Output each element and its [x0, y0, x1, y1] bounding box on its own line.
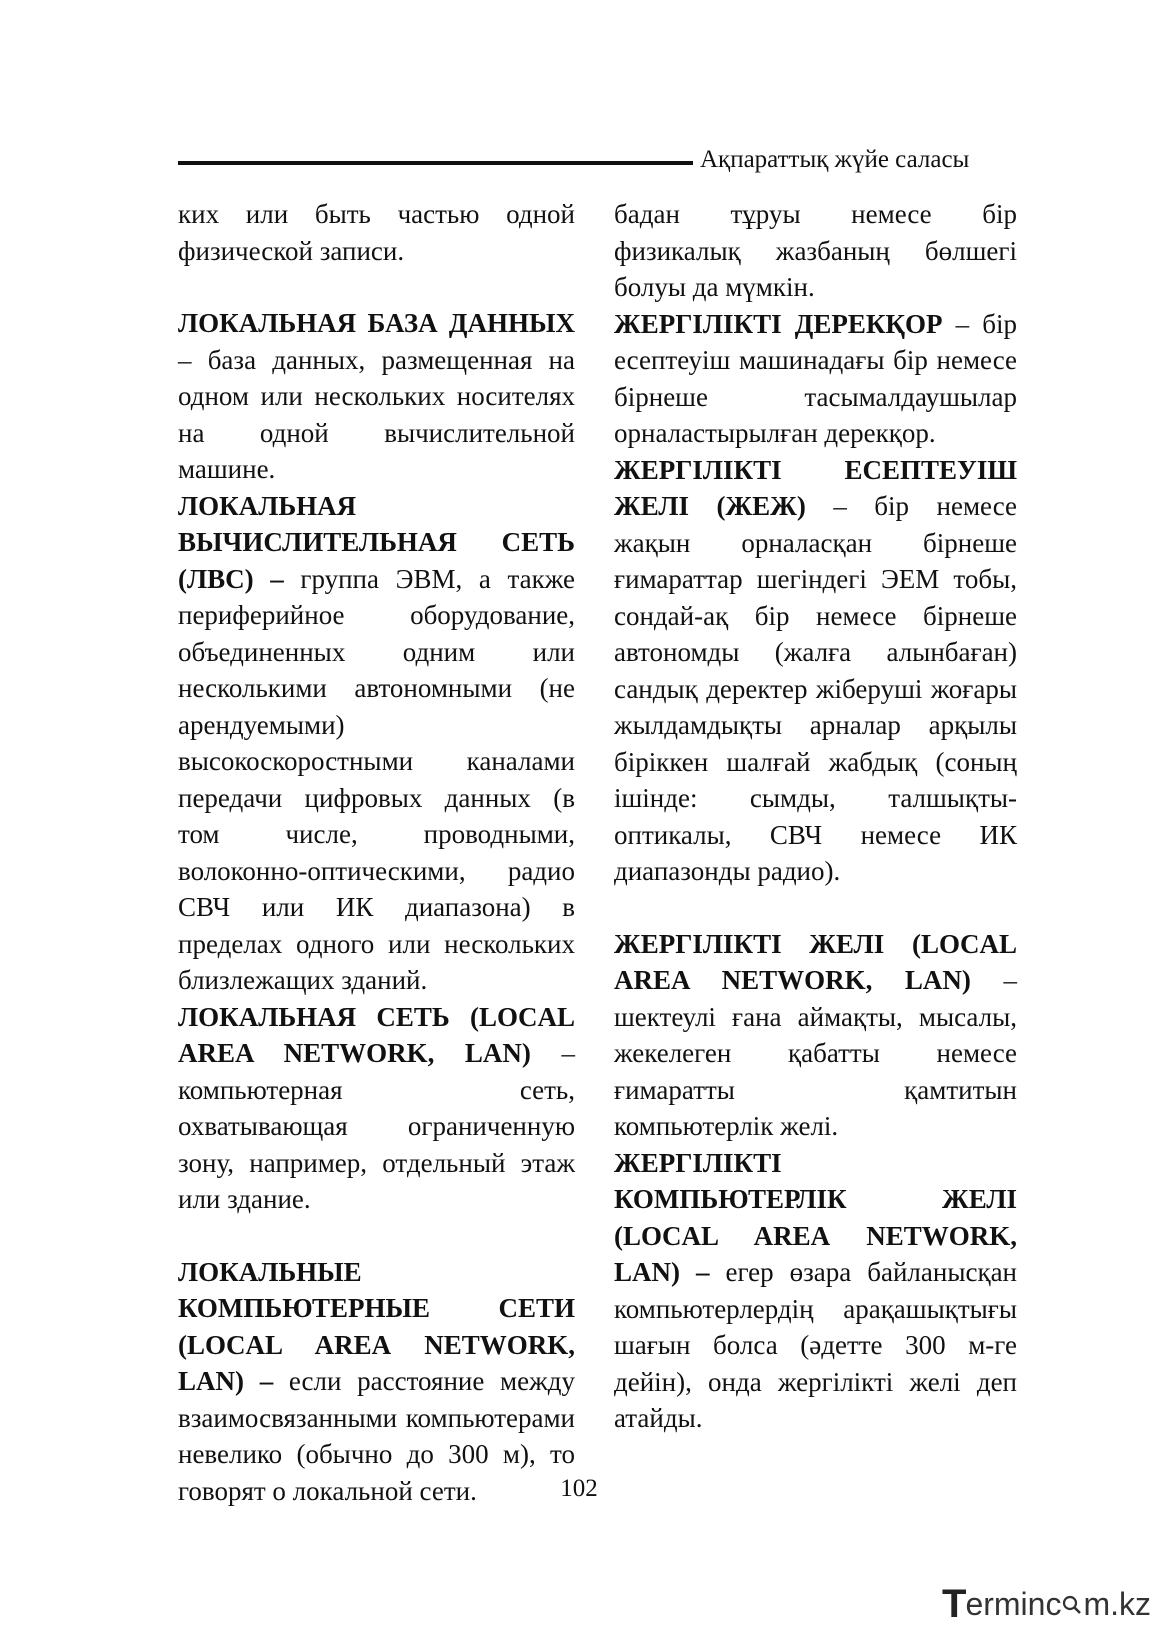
- right-column: [614, 196, 1017, 1437]
- entry-term: ЖЕРГІЛІКТІ ЖЕЛІ (LOCAL AREA NETWORK, LAN): [614, 928, 1017, 995]
- running-header: Ақпараттық жүйе саласы: [700, 146, 970, 173]
- entry-text: егер өзара байланысқан компьютерлердің арақашықтығы шағын болса (әдетте 300 м-ге дейін), онда жергілікті желі деп атайды.: [614, 1257, 1017, 1433]
- watermark-text-end: m.kz: [1083, 1586, 1151, 1622]
- magnifier-icon: [1062, 1595, 1082, 1615]
- entry-local-computing-network-kz: [614, 452, 1017, 890]
- entry-term: ЖЕРГІЛІКТІ КОМПЬЮТЕРЛІК ЖЕЛІ (LOCAL AREA NETWORK, LAN) –: [614, 1147, 1017, 1287]
- entry-local-computer-network-kz: [614, 1145, 1017, 1437]
- entry-text: бадан тұруы немесе бір физикалық жазбаның бөлшегі болуы да мүмкін.: [614, 199, 1017, 302]
- entry-local-computing-network: [178, 488, 575, 999]
- entry-text: – бір немесе жақын орналасқан бірнеше ғимараттар шегіндегі ЭЕМ тобы, сондай-ақ бір немесе бірнеше автономды (жалға алынбаған) сандық деректер жіберуші жоғары жылдамдықты арналар арқылы біріккен шалғай жабдық (соның ішінде: сымды, талшықты-оптикалы, СВЧ немесе ИК диапазонды радио).: [614, 491, 1017, 886]
- entry-continuation: [178, 196, 575, 269]
- entry-text: – бір есептеуіш машинадағы бір немесе бірнеше тасымалдаушылар орналастырылған дерекқор.: [614, 308, 1017, 448]
- entry-local-network: [178, 999, 575, 1218]
- entry-local-database-kz: [614, 306, 1017, 452]
- entry-text: – шектеулі ғана аймақты, мысалы, жекелеген қабатты немесе ғимаратты қамтитын компьютерлік желі.: [614, 965, 1018, 1141]
- entry-text: если расстояние между взаимосвязанными компьютерами невелико (обычно до 300 м), то говорят о локальной сети.: [178, 1366, 575, 1506]
- watermark-logo: [942, 1582, 1151, 1627]
- entry-local-network-kz: [614, 926, 1017, 1145]
- entry-local-computer-networks: [178, 1254, 575, 1510]
- header-rule: [178, 161, 693, 165]
- entry-text: ких или быть частью одной физической записи.: [178, 199, 575, 266]
- entry-term: ЛОКАЛЬНАЯ БАЗА ДАННЫХ: [178, 308, 575, 338]
- entry-text: – база данных, размещенная на одном или нескольких носителях на одной вычислительной машине.: [178, 344, 575, 484]
- entry-text: группа ЭВМ, а также периферийное оборудование, объединенных одним или несколькими автономными (не арендуемыми) высокоскоростными каналами передачи цифровых данных (в том числе, проводными, волоконно-оптическими, радио СВЧ или ИК диапазона) в пределах одного или нескольких близлежащих зданий.: [178, 563, 575, 995]
- left-column: [178, 196, 575, 1509]
- page-number: 102: [560, 1475, 598, 1502]
- entry-term: ЖЕРГІЛІКТІ ДЕРЕКҚОР: [614, 308, 943, 339]
- watermark-letter-t: T: [942, 1582, 965, 1626]
- entry-continuation: [614, 196, 1017, 306]
- entry-term: ЛОКАЛЬНАЯ СЕТЬ (LOCAL AREA NETWORK, LAN): [178, 1001, 575, 1068]
- entry-term: ЛОКАЛЬНАЯ ВЫЧИСЛИТЕЛЬНАЯ СЕТЬ (ЛВС) –: [178, 490, 575, 594]
- entry-text: – компьютерная сеть, охватывающая ограниченную зону, например, отдельный этаж или здание.: [178, 1038, 576, 1214]
- entry-term: ЖЕРГІЛІКТІ ЕСЕПТЕУІШ ЖЕЛІ (ЖЕЖ): [614, 454, 1017, 521]
- entry-local-database: [178, 305, 575, 488]
- watermark-text-start: erminc: [965, 1586, 1062, 1622]
- entry-term: ЛОКАЛЬНЫЕ КОМПЬЮТЕРНЫЕ СЕТИ (LOCAL AREA NETWORK, LAN) –: [178, 1256, 575, 1396]
